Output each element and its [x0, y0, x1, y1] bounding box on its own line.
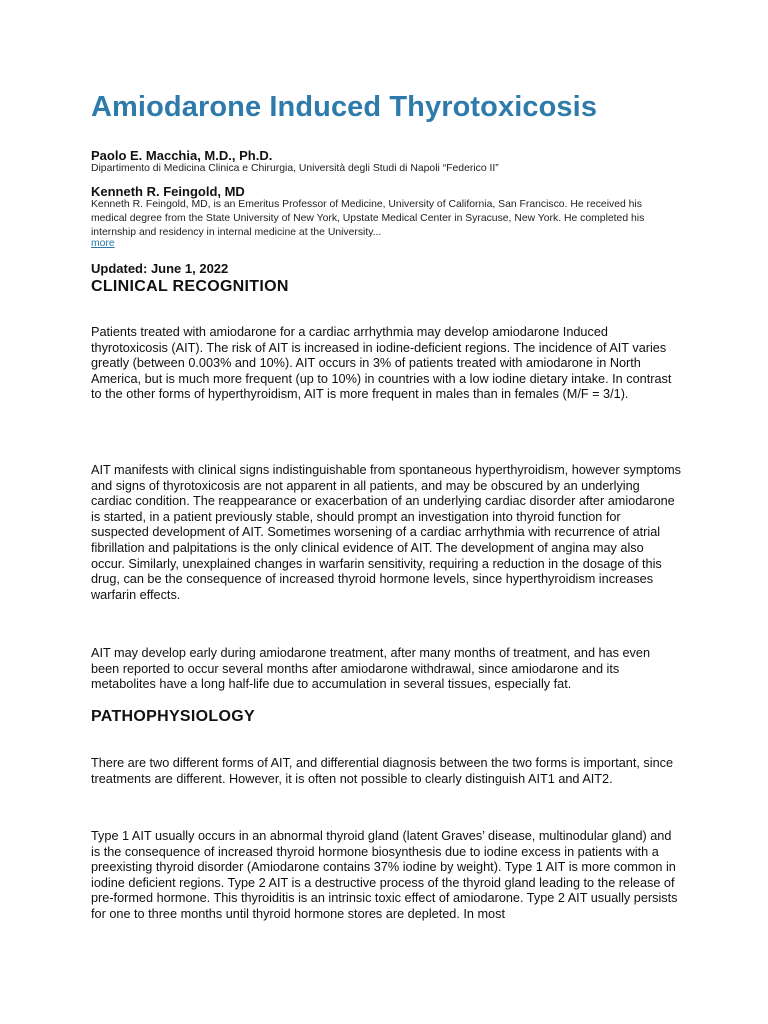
paragraph: There are two different forms of AIT, and differential diagnosis between the two forms is important, since treatments are different. However, it is often not possible to clearly distinguish AIT1 and AIT2. — [91, 756, 674, 786]
section-heading-pathophysiology: PATHOPHYSIOLOGY — [91, 708, 255, 725]
section-heading-clinical-recognition: CLINICAL RECOGNITION — [91, 278, 289, 295]
paragraph: Type 1 AIT usually occurs in an abnormal thyroid gland (latent Graves’ disease, multinodular gland) and is the consequence of increased thyroid hormone biosynthesis due to iodine excess in patients with a preexisting thyroid disorder (Amiodarone contains 37% iodine by weight). Type 1 AIT is more common in iodine deficient regions. Type 2 AIT is a destructive process of the thyroid gland leading to the release of pre-formed hormone. This thyroiditis is an intrinsic toxic effect of amiodarone. Type 2 AIT usually persists for one to three months until thyroid hormone stores are depleted. In most — [91, 829, 678, 921]
page-title: Amiodarone Induced Thyrotoxicosis — [91, 91, 598, 123]
author-name: Kenneth R. Feingold, MD — [91, 184, 245, 199]
author-name: Paolo E. Macchia, M.D., Ph.D. — [91, 148, 273, 163]
more-link[interactable]: more — [91, 238, 115, 249]
updated-date: Updated: June 1, 2022 — [91, 261, 229, 276]
author-affiliation: Dipartimento di Medicina Clinica e Chirurgia, Università degli Studi di Napoli “Federico II” — [91, 163, 499, 174]
paragraph: Patients treated with amiodarone for a cardiac arrhythmia may develop amiodarone Induced thyrotoxicosis (AIT). The risk of AIT is increased in iodine-deficient regions. The incidence of AIT varies greatly (between 0.003% and 10%). AIT occurs in 3% of patients treated with amiodarone in North America, but is much more frequent (up to 10%) in countries with a low iodine dietary intake. In contrast to the other forms of hyperthyroidism, AIT is more frequent in males than in females (M/F = 3/1). — [91, 325, 672, 402]
author-bio: Kenneth R. Feingold, MD, is an Emeritus Professor of Medicine, University of California, San Francisco. He received his medical degree from the State University of New York, Upstate Medical Center in Syracuse, New York. He completed his internship and residency in internal medicine at the University... — [91, 199, 645, 238]
paragraph: AIT may develop early during amiodarone treatment, after many months of treatment, and has even been reported to occur several months after amiodarone withdrawal, since amiodarone and its metabolites have a long half-life due to accumulation in several tissues, especially fat. — [91, 646, 651, 692]
paragraph: AIT manifests with clinical signs indistinguishable from spontaneous hyperthyroidism, however symptoms and signs of thyrotoxicosis are not apparent in all patients, and may be obscured by an underlying cardiac condition. The reappearance or exacerbation of an underlying cardiac disorder after amiodarone is started, in a patient previously stable, should prompt an investigation into thyroid function for suspected development of AIT. Sometimes worsening of a cardiac arrhythmia with recurrence of atrial fibrillation and palpitations is the only clinical evidence of AIT. The development of angina may also occur. Similarly, unexplained changes in warfarin sensitivity, requiring a reduction in the dosage of this drug, can be the consequence of increased thyroid hormone levels, since hyperthyroidism increases warfarin effects. — [91, 463, 681, 602]
